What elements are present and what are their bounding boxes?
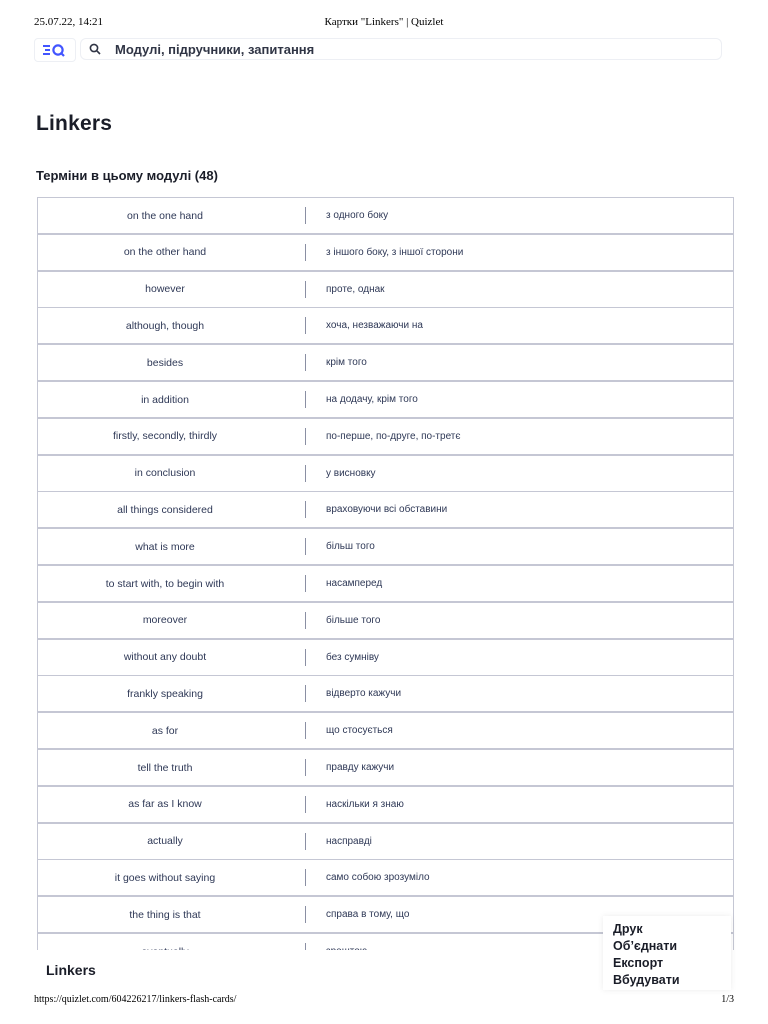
card-definition: без сумніву: [326, 651, 379, 663]
card-divider: [305, 796, 306, 813]
card-term: in addition: [141, 393, 189, 406]
card-divider: [305, 465, 306, 482]
card-term: the thing is that: [129, 908, 201, 921]
page-title: Linkers: [36, 112, 113, 135]
card-divider: [305, 317, 306, 334]
card-term: as far as I know: [128, 798, 202, 811]
card-definition: більше того: [326, 614, 381, 626]
card-definition: крім того: [326, 357, 367, 369]
card-definition: по-перше, по-друге, по-третє: [326, 430, 461, 442]
card-divider: [305, 685, 306, 702]
card-definition: насамперед: [326, 578, 383, 589]
card-definition: з іншого боку, з іншої сторони: [326, 246, 464, 258]
print-button[interactable]: Друк: [613, 922, 643, 936]
card-definition: насправді: [326, 835, 372, 847]
card-row: [37, 234, 734, 271]
card-term: besides: [146, 356, 184, 369]
print-footer: [0, 994, 768, 1010]
card-definition: відверто кажучи: [326, 688, 402, 700]
card-definition: на додачу, крім того: [326, 394, 418, 405]
card-divider: [305, 207, 306, 224]
card-row: [37, 381, 734, 418]
card-row: [37, 271, 734, 308]
card-term: all things considered: [117, 503, 213, 516]
card-row: [37, 712, 734, 749]
card-divider: [305, 281, 306, 298]
card-definition: що стосується: [326, 725, 393, 737]
card-row: [37, 602, 734, 639]
card-row: [37, 565, 734, 602]
card-row: [37, 823, 734, 860]
print-header: [0, 16, 768, 32]
print-page-title: Картки "Linkers" | Quizlet: [324, 16, 444, 28]
card-definition: з одного боку: [326, 210, 389, 221]
card-term: on the other hand: [123, 246, 207, 259]
card-row: [37, 675, 734, 712]
card-divider: [305, 428, 306, 445]
card-divider: [305, 612, 306, 629]
card-definition: наскільки я знаю: [326, 798, 404, 810]
card-definition: справа в тому, що: [326, 909, 410, 921]
card-term: to start with, to begin with: [105, 577, 225, 590]
search-icon: [87, 41, 103, 57]
card-definition: правду кажучи: [326, 762, 395, 773]
card-term: although, though: [125, 319, 205, 332]
card-row: [37, 307, 734, 344]
card-term: firstly, secondly, thirdly: [112, 430, 218, 443]
card-row: [37, 418, 734, 455]
card-row: [37, 859, 734, 896]
card-divider: [305, 722, 306, 739]
card-term: however: [145, 283, 185, 296]
card-divider: [305, 354, 306, 371]
card-row: [37, 197, 734, 234]
card-divider: [305, 906, 306, 923]
card-divider: [305, 501, 306, 518]
card-divider: [305, 391, 306, 408]
card-term: frankly speaking: [127, 687, 203, 700]
card-definition: більш того: [326, 541, 375, 553]
card-definition: хоча, незважаючи на: [326, 320, 423, 332]
embed-button[interactable]: Вбудувати: [613, 973, 680, 987]
card-divider: [305, 759, 306, 776]
card-list: [37, 197, 734, 950]
card-divider: [305, 869, 306, 886]
actions-menu: [603, 916, 731, 990]
top-navigation: [34, 38, 722, 62]
print-datetime: 25.07.22, 14:21: [34, 16, 104, 28]
card-row: [37, 786, 734, 823]
card-row: [37, 491, 734, 528]
card-divider: [305, 538, 306, 555]
card-definition: у висновку: [326, 467, 376, 479]
card-term: moreover: [142, 614, 188, 627]
card-definition: само собою зрозуміло: [326, 872, 430, 884]
card-term: without any doubt: [123, 651, 207, 664]
search-input[interactable]: Модулі, підручники, запитання: [115, 41, 315, 57]
footer-set-title: Linkers: [46, 962, 96, 978]
terms-heading: Терміни в цьому модулі (48): [36, 168, 218, 183]
card-row: [37, 749, 734, 786]
search-bar[interactable]: [80, 38, 722, 60]
card-term: it goes without saying: [114, 871, 216, 884]
quizlet-logo-icon[interactable]: [34, 38, 76, 62]
export-button[interactable]: Експорт: [613, 956, 664, 970]
card-divider: [305, 244, 306, 261]
card-term: in conclusion: [134, 467, 196, 480]
card-row: [37, 639, 734, 676]
card-row: [37, 455, 734, 492]
card-term: on the one hand: [127, 209, 203, 222]
combine-button[interactable]: Об’єднати: [613, 939, 678, 953]
card-row: [37, 344, 734, 381]
card-definition: проте, однак: [326, 283, 385, 295]
card-divider: [305, 833, 306, 850]
print-page-number: 1/3: [721, 994, 734, 1005]
card-divider: [305, 649, 306, 666]
card-definition: враховуючи всі обставини: [326, 504, 448, 516]
print-url: https://quizlet.com/604226217/linkers-flash-cards/: [34, 994, 237, 1005]
card-term: what is more: [135, 540, 195, 553]
card-term: actually: [147, 835, 183, 848]
card-divider: [305, 575, 306, 592]
card-term: as for: [151, 724, 179, 737]
card-row: [37, 528, 734, 565]
card-term: tell the truth: [137, 761, 193, 774]
